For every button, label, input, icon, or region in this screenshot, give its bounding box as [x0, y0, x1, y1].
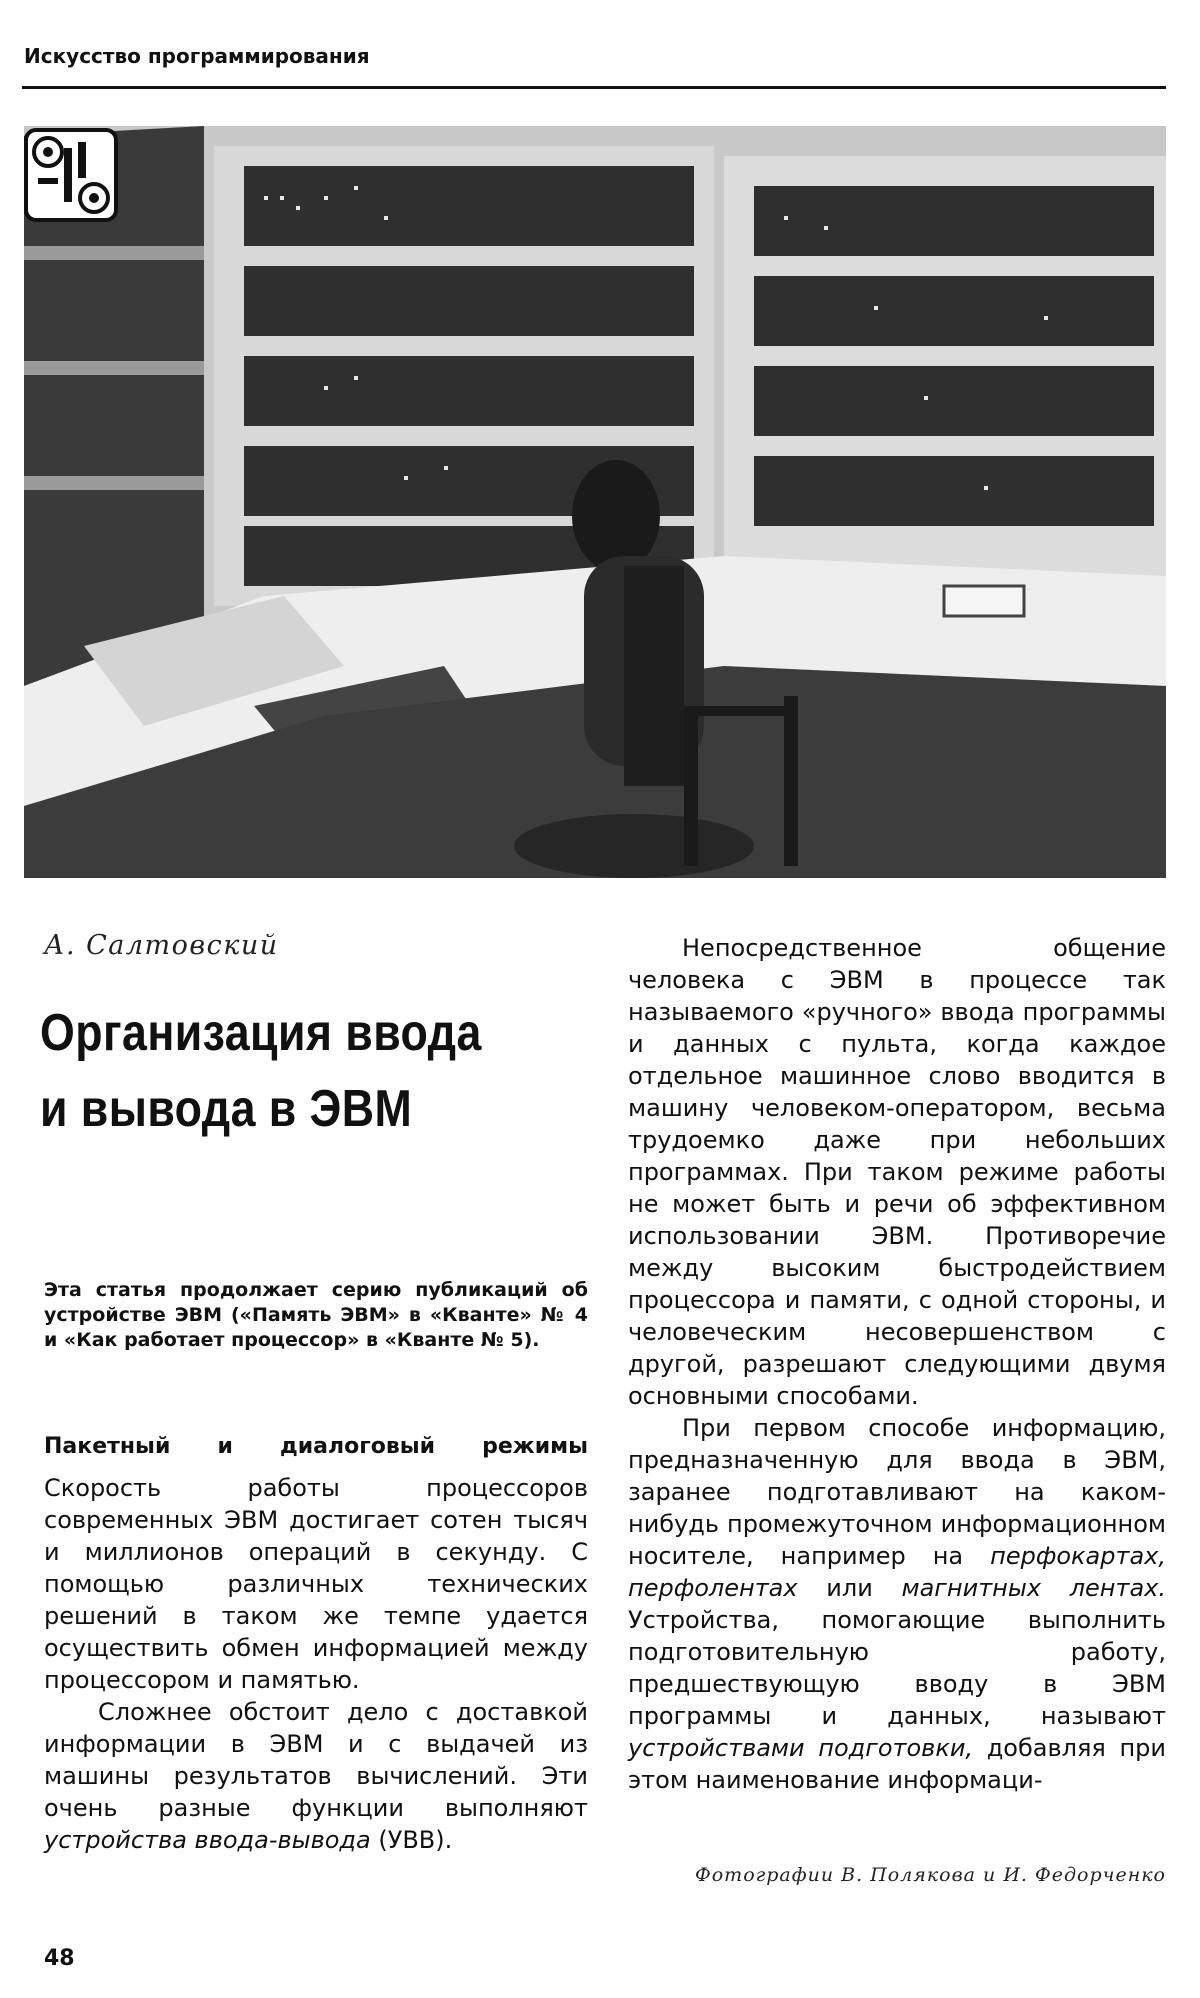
- right-column: [628, 932, 1166, 1796]
- section-heading: Пакетный и диалоговый режимы: [44, 1434, 588, 1459]
- emphasis-term: перфокартах, перфолентах: [628, 1542, 1166, 1602]
- section-logo-icon: [24, 128, 118, 222]
- left-paragraph-2: Сложнее обстоит дело с доставкой информации в ЭВМ и с выдачей из машины результатов вычислений. Эти очень разные функции выполняют устройства ввода-вывода (УВВ).: [44, 1698, 588, 1854]
- author: А. Салтовский: [44, 930, 279, 961]
- photo-credit: Фотографии В. Полякова и И. Федорченко: [694, 1864, 1166, 1886]
- emphasis-term: устройства ввода-вывода: [44, 1826, 371, 1854]
- left-paragraph-1: Скорость работы процессоров современных ЭВМ достигает сотен тысяч и миллионов операций в секунду. С помощью различных технических решений в таком же темпе удается осуществить обмен информацией между процессором и памятью.: [44, 1474, 588, 1694]
- section-header: Искусство программирования: [24, 44, 370, 68]
- intro-paragraph: Эта статья продолжает серию публикаций об устройстве ЭВМ («Память ЭВМ» в «Кванте» № 4 и «Как работает процессор» в «Кванте № 5).: [44, 1279, 588, 1351]
- right-paragraph-2: При первом способе информацию, предназначенную для ввода в ЭВМ, заранее подготавливают на каком-нибудь промежуточном информационном носителе, например на перфокартах, перфолентах или магнитных лентах. Устройства, помогающие выполнить подготовительную работу, предшествующую вводу в ЭВМ программы и данных, называют устройствами подготовки, добавляя при этом наименование информаци-: [628, 1414, 1167, 1794]
- article-title: [40, 995, 522, 1147]
- right-paragraph-1: Непосредственное общение человека с ЭВМ в процессе так называемого «ручного» ввода программы и данных с пульта, когда каждое отдельное машинное слово вводится в машину человеком-оператором, весьма трудоемко даже при небольших программах. При таком режиме работы не может быть и речи об эффективном использовании ЭВМ. Противоречие между высоким быстродействием процессора и памяти, с одной стороны, и человеческим несовершенством с другой, разрешают следующими двумя основными способами.: [628, 934, 1166, 1410]
- emphasis-term: устройствами подготовки,: [628, 1734, 974, 1762]
- left-column: [44, 1472, 588, 1856]
- title-line-2: и вывода в ЭВМ: [40, 1080, 413, 1138]
- page-number: 48: [44, 1946, 75, 1971]
- computer-room-photo: [24, 126, 1166, 878]
- title-line-1: Организация ввода: [40, 1004, 482, 1062]
- header-rule: [22, 86, 1166, 89]
- emphasis-term: магнитных лентах.: [901, 1574, 1167, 1602]
